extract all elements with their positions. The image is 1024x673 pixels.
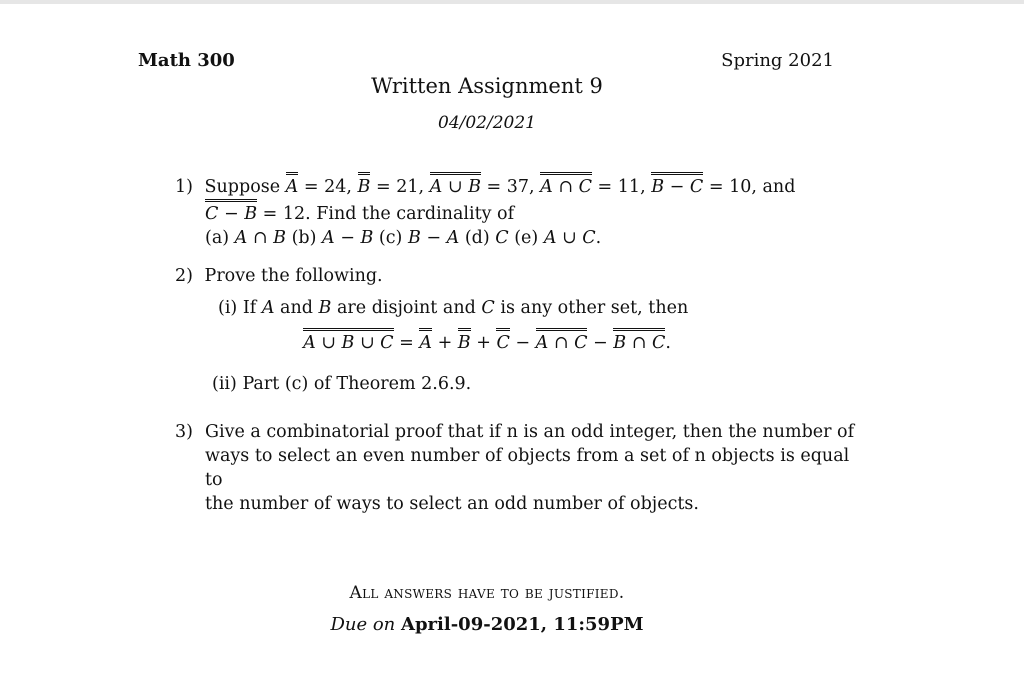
math-card-a: A	[286, 177, 299, 197]
problem-1-ask: Find the cardinality of	[316, 204, 515, 224]
and-word: and	[762, 177, 796, 197]
problem-2-part-ii	[212, 372, 471, 396]
problem-2-equation: A ∪ B ∪ C = A + B + C − A ∩ C − B ∩ C.	[0, 328, 974, 355]
value-b: 21	[396, 177, 419, 197]
due-prefix: Due on	[330, 614, 396, 635]
due-line	[0, 614, 974, 635]
problem-2-text: Prove the following.	[204, 266, 383, 286]
value-a-union-b: 37	[506, 177, 530, 197]
assignment-date: 04/02/2021	[438, 113, 536, 133]
problem-3-line-2: ways to select an even number of objects from a set of n objects is equal to	[205, 446, 850, 490]
top-border	[0, 0, 1024, 4]
term: Spring 2021	[721, 50, 834, 71]
math-card-b-minus-c: B − C	[651, 177, 703, 197]
value-b-minus-c: 10	[729, 177, 752, 197]
problem-2	[175, 264, 383, 288]
math-card-a-union-b: A ∪ B	[430, 177, 481, 197]
justify-note-text: All answers have to be justified.	[349, 583, 625, 603]
problem-2-number: 2)	[175, 266, 193, 286]
problem-1-intro: Suppose	[204, 177, 281, 197]
math-card-c-minus-b: C − B	[205, 204, 257, 224]
problem-1-parts: (a) A ∩ B (b) A − B (c) B − A (d) C (e) A ∪ C.	[205, 228, 602, 248]
justify-note	[0, 583, 974, 603]
value-a: 24	[324, 177, 347, 197]
problem-2-part-i: (i) If A and B are disjoint and C is any other set, then	[218, 298, 689, 318]
math-card-b: B	[358, 177, 371, 197]
math-card-a-cap-c: A ∩ C	[540, 177, 592, 197]
assignment-title: Written Assignment 9	[371, 74, 603, 98]
problem-3-number: 3)	[175, 422, 193, 442]
part-i-label: (i)	[218, 298, 238, 318]
value-a-cap-c: 11	[617, 177, 641, 197]
due-date: April-09-2021, 11:59PM	[401, 614, 644, 635]
problem-3	[175, 420, 855, 516]
problem-3-line-3: the number of ways to select an odd number of objects.	[205, 494, 699, 514]
problem-1-number: 1)	[175, 177, 193, 197]
value-c-minus-b: 12	[282, 204, 306, 224]
course-name: Math 300	[138, 50, 235, 71]
part-ii-text: Part (c) of Theorem 2.6.9.	[242, 374, 472, 394]
problem-1: 1) Suppose A = 24, B = 21, A ∪ B = 37, A ∩ C = 11, B − C = 10, and C − B = 12. Find the cardinality of (a) A ∩ B (b) A − B (c) B − A (d) C (e) A ∪ C.	[175, 172, 845, 250]
part-ii-label: (ii)	[212, 374, 237, 394]
problem-3-line-1: Give a combinatorial proof that if n is an odd integer, then the number of	[205, 422, 855, 442]
